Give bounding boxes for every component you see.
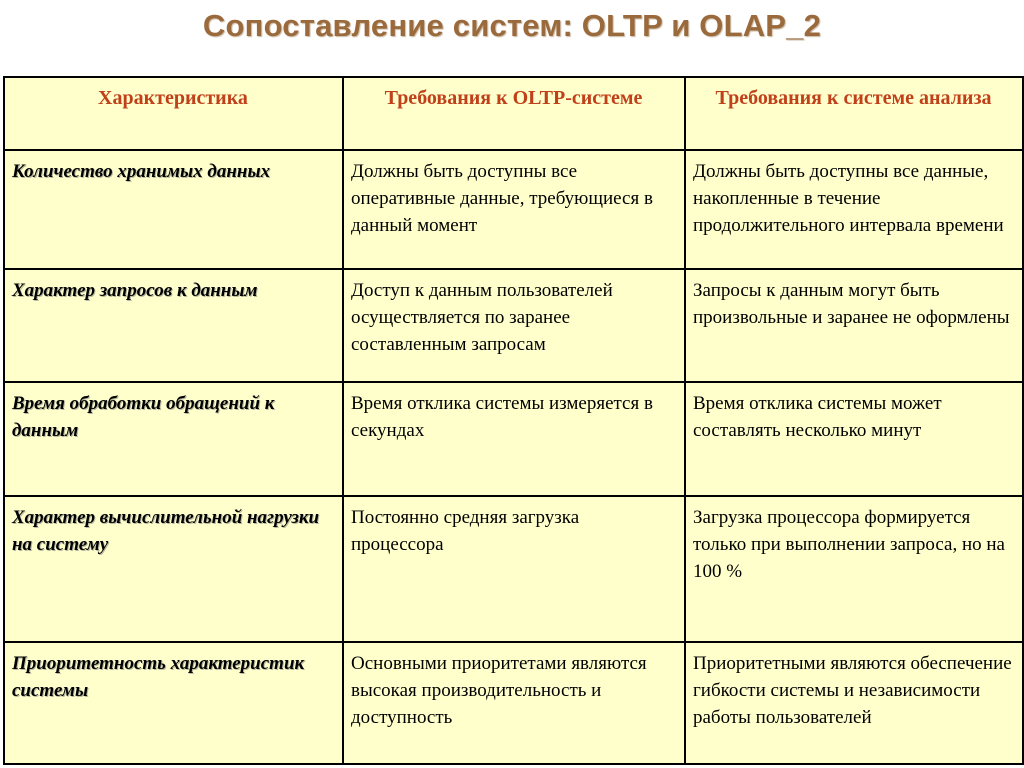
row-analysis: Загрузка процессора формируется только при выполнении запроса, но на 100 % <box>685 496 1023 642</box>
row-characteristic: Время обработки обращений к данным <box>4 382 343 496</box>
slide-title: Сопоставление систем: OLTP и OLAP_2 <box>202 8 822 43</box>
table-header-row <box>4 77 1023 150</box>
row-analysis: Должны быть доступны все данные, накопленные в течение продолжительного интервала времени <box>685 150 1023 269</box>
table-row <box>4 150 1023 269</box>
row-characteristic: Приоритетность характеристик системы <box>4 642 343 764</box>
row-analysis: Время отклика системы может составлять несколько минут <box>685 382 1023 496</box>
header-characteristic: Характеристика <box>4 77 343 150</box>
table-row <box>4 269 1023 382</box>
table-row <box>4 382 1023 496</box>
row-analysis: Запросы к данным могут быть произвольные и заранее не оформлены <box>685 269 1023 382</box>
row-analysis: Приоритетными являются обеспечение гибкости системы и независимости работы пользователей <box>685 642 1023 764</box>
row-oltp: Доступ к данным пользователей осуществляется по заранее составленным запросам <box>343 269 685 382</box>
table-row <box>4 642 1023 764</box>
header-oltp: Требования к OLTP-системе <box>343 77 685 150</box>
comparison-table <box>3 76 1024 765</box>
row-oltp: Время отклика системы измеряется в секундах <box>343 382 685 496</box>
row-characteristic: Количество хранимых данных <box>4 150 343 269</box>
row-oltp: Постоянно средняя загрузка процессора <box>343 496 685 642</box>
row-oltp: Основными приоритетами являются высокая производительность и доступность <box>343 642 685 764</box>
row-characteristic: Характер запросов к данным <box>4 269 343 382</box>
table-row <box>4 496 1023 642</box>
row-oltp: Должны быть доступны все оперативные данные, требующиеся в данный момент <box>343 150 685 269</box>
row-characteristic: Характер вычислительной нагрузки на систему <box>4 496 343 642</box>
header-analysis: Требования к системе анализа <box>685 77 1023 150</box>
